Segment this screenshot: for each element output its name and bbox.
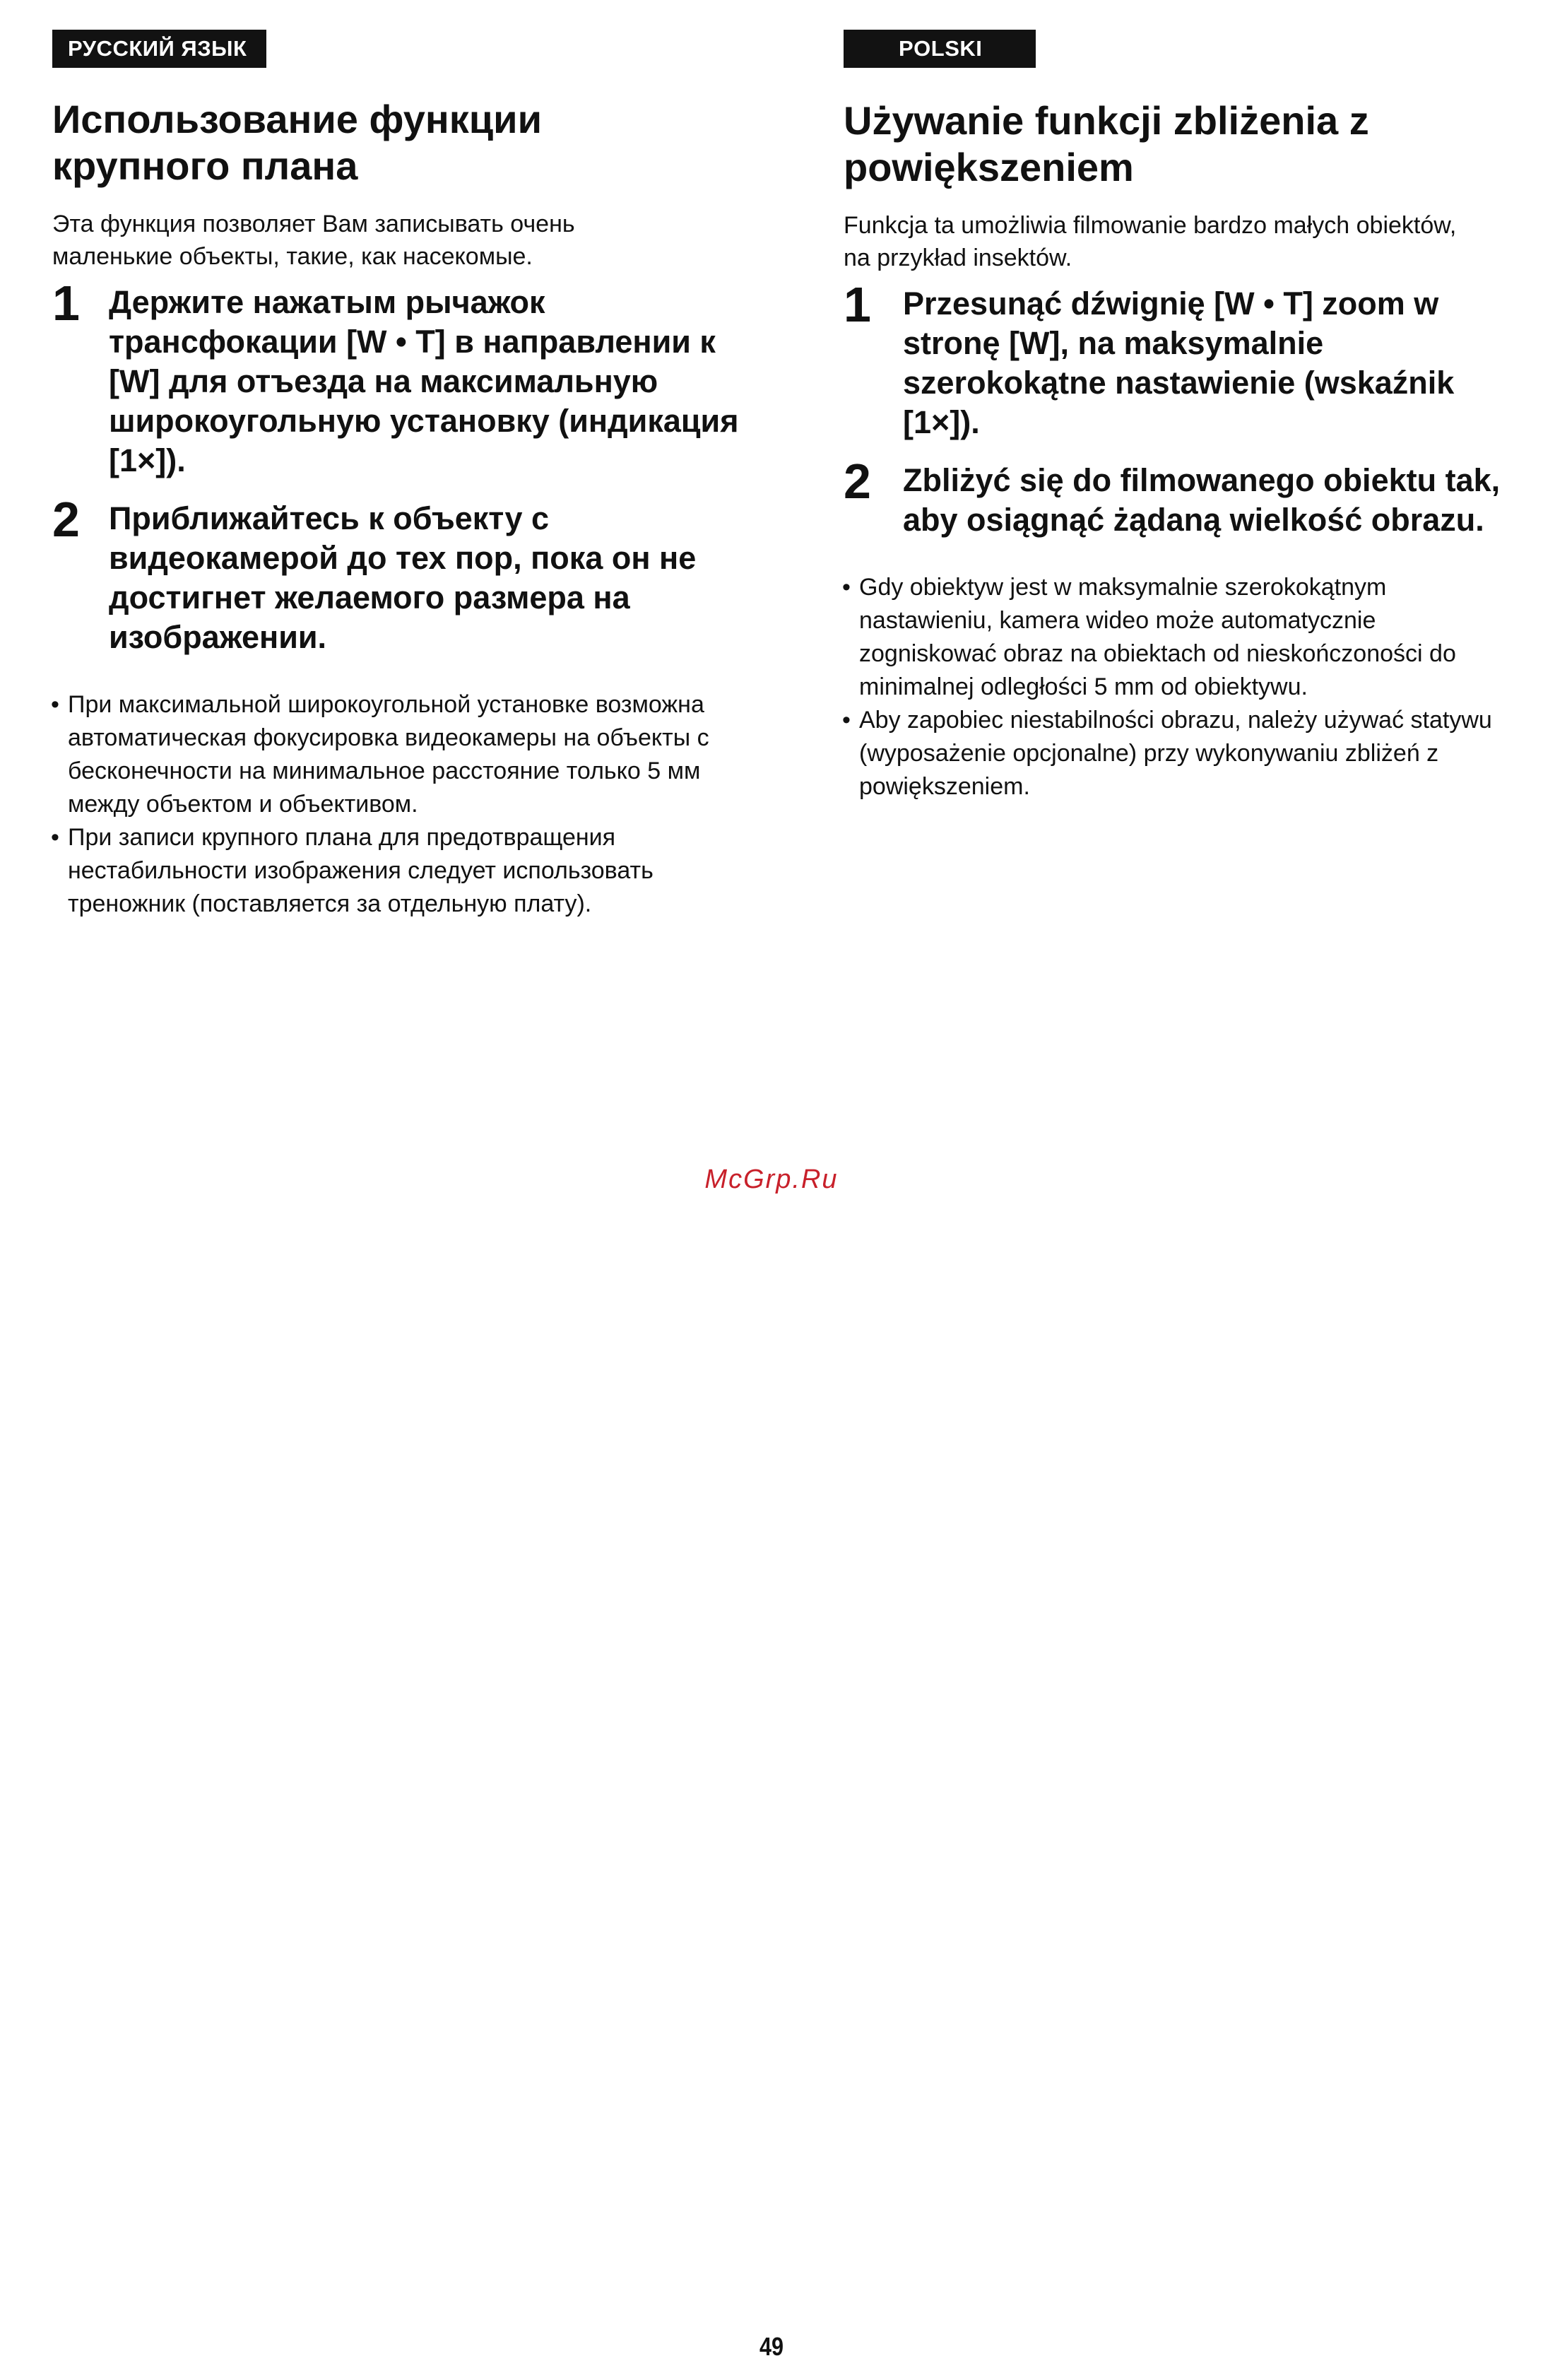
page-number: 49 <box>759 2332 784 2361</box>
watermark-text: McGrp.Ru <box>704 1165 839 1194</box>
section-title <box>52 96 759 189</box>
step-item <box>52 492 759 657</box>
step-text: Держите нажатым рычажок трансфокации [W • T] в направлении к [W] для отъезда на максимальную широкоугольную установку (индикация [1×]). <box>109 284 739 478</box>
step-item <box>844 454 1522 540</box>
note-item: • При записи крупного плана для предотвращения нестабильности изображения следует использовать треножник (поставляется за отдельную плату). <box>52 821 711 921</box>
intro-text: Funkcja ta umożliwia filmowanie bardzo małych obiektów, na przykład insektów. <box>844 212 1457 271</box>
step-number: 2 <box>52 492 80 547</box>
step-number: 2 <box>844 454 871 509</box>
russian-column <box>52 30 759 921</box>
title-line-2: powiększeniem <box>844 145 1134 189</box>
language-label: POLSKI <box>899 36 983 61</box>
steps-list <box>844 277 1522 540</box>
note-item: • Gdy obiektyw jest w maksymalnie szerokokątnym nastawieniu, kamera wideo może automatycznie zogniskować obraz na obiektach od nieskończoności do minimalnej odległości 5 mm od obiektywu. <box>844 571 1516 704</box>
section-title <box>844 98 1522 191</box>
step-text: Zbliżyć się do filmowanego obiektu tak, aby osiągnąć żądaną wielkość obrazu. <box>903 462 1501 538</box>
intro-text: Эта функция позволяет Вам записывать очень маленькие объекты, такие, как насекомые. <box>52 211 575 270</box>
title-line-2: крупного плана <box>52 143 358 188</box>
step-item <box>844 277 1522 442</box>
step-number: 1 <box>844 277 871 332</box>
step-item <box>52 276 759 481</box>
steps-list <box>52 276 759 657</box>
step-text: Приближайтесь к объекту с видеокамерой до тех пор, пока он не достигнет желаемого размера на изображении. <box>109 500 697 655</box>
step-text: Przesunąć dźwignię [W • T] zoom w stronę [W], na maksymalnie szerokokątne nastawienie (wskaźnik [1×]). <box>903 285 1455 440</box>
language-tab-russian <box>52 30 266 68</box>
step-number: 1 <box>52 276 80 331</box>
notes-list <box>52 688 759 921</box>
language-label: РУССКИЙ ЯЗЫК <box>68 36 247 61</box>
notes-list <box>844 571 1522 803</box>
language-tab-polish <box>844 30 1036 68</box>
note-item: • При максимальной широкоугольной установке возможна автоматическая фокусировка видеокамеры на объекты с бесконечности на минимальное расстояние только 5 мм между объектом и объективом. <box>52 688 711 821</box>
polish-column <box>844 30 1522 803</box>
title-line-1: Использование функции <box>52 97 542 141</box>
note-item: • Aby zapobiec niestabilności obrazu, należy używać statywu (wyposażenie opcjonalne) przy wykonywaniu zbliżeń z powiększeniem. <box>844 704 1516 803</box>
title-line-1: Używanie funkcji zbliżenia z <box>844 98 1369 143</box>
